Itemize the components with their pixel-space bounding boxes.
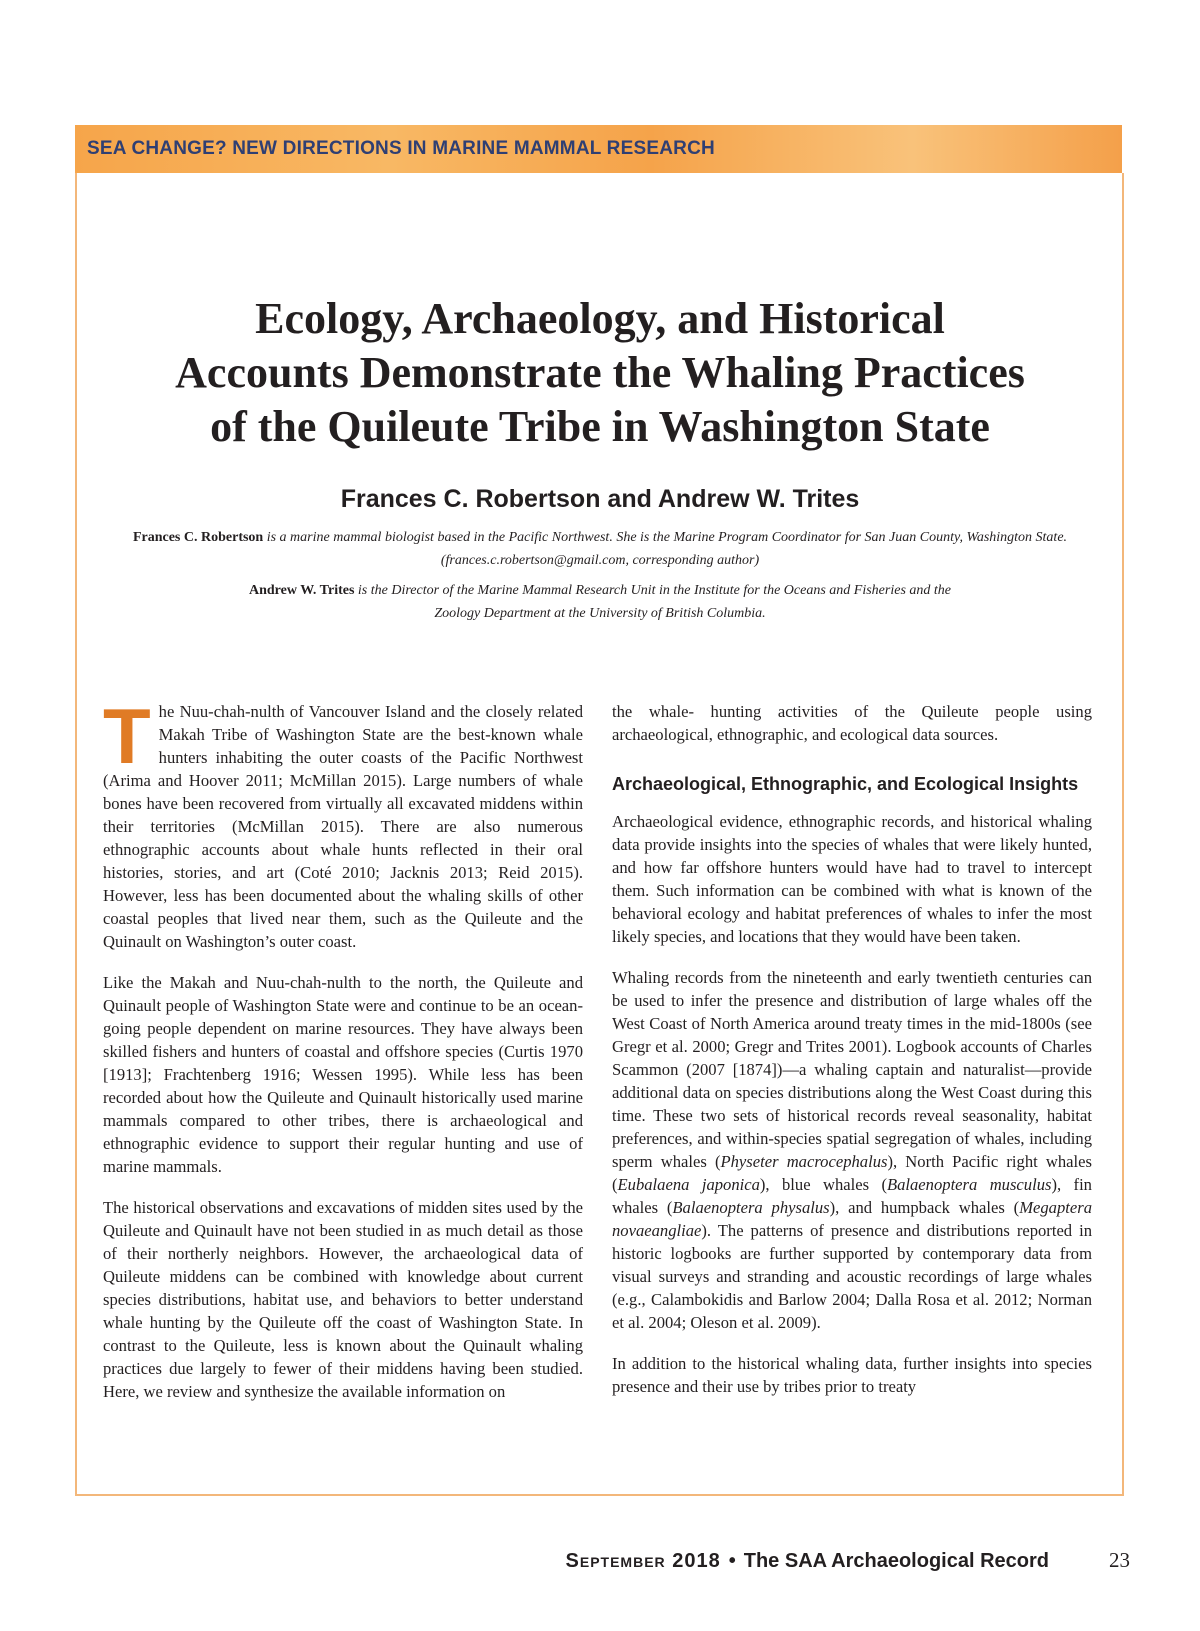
left-paragraph-2: Like the Makah and Nuu-chah-nulth to the north, the Quileute and Quinault people of Washington State were and continue to be an ocean-going people dependent on marine resources. They have always been skilled fishers and hunters of coastal and offshore species (Curtis 1970 [1913]; Frachtenberg 1916; Wessen 1995). While less has been recorded about how the Quileute and Quinault historically used marine mammals compared to other tribes, there is archaeological and ethnographic evidence to support their regular hunting and use of marine mammals.	[103, 973, 583, 1176]
title-line-3: of the Quileute Tribe in Washington State	[210, 402, 990, 451]
bio-name-trites: Andrew W. Trites	[249, 583, 355, 598]
species-sperm-whale: Physeter macrocephalus	[720, 1152, 888, 1171]
section-heading: Archaeological, Ethnographic, and Ecological Insights	[612, 774, 1079, 794]
right-paragraph-2: Archaeological evidence, ethnographic records, and historical whaling data provide insights into the species of whales that were likely hunted, and how far offshore hunters would have had to travel to intercept them. Such information can be combined with what is known of the behavioral ecology and habitat preferences of whales to infer the most likely species, and locations that they would have been taken.	[612, 812, 1092, 946]
p3-text-d: ), fin whales (	[612, 1175, 1092, 1217]
p3-text-f: ). The patterns of presence and distributions reported in historic logbooks are further supported by contemporary data from visual surveys and stranding and acoustic recordings of large whales (e.g., Calambokidis and Barlow 2004; Dalla Rosa et al. 2012; Norman et al. 2004; Oleson et al. 2009).	[612, 1221, 1092, 1332]
left-column	[103, 692, 583, 1421]
page-footer	[566, 1548, 1130, 1573]
left-paragraph-3: The historical observations and excavations of midden sites used by the Quileute and Quinault have not been studied in as much detail as those of their northerly neighbors. However, the archaeological data of Quileute middens can be combined with knowledge about current species distributions, habitat use, and behaviors to better understand whale hunting by the Quileute off the coast of Washington State. In contrast to the Quileute, less is known about the Quinault whaling practices due largely to fewer of their middens having been studied. Here, we review and synthesize the available information on	[103, 1198, 583, 1401]
species-blue-whale: Balaenoptera musculus	[886, 1175, 1052, 1194]
section-banner	[75, 125, 1122, 173]
right-paragraph-4: In addition to the historical whaling data, further insights into species presence and their use by tribes prior to treaty	[612, 1354, 1092, 1396]
title-line-1: Ecology, Archaeology, and Historical	[255, 294, 945, 343]
right-paragraph-1: the whale- hunting activities of the Quileute people using archaeological, ethnographic, and ecological data sources.	[612, 702, 1092, 744]
p3-text-a: Whaling records from the nineteenth and early twentieth centuries can be used to infer the presence and distribution of large whales off the West Coast of North America around treaty times in the mid-1800s (see Gregr et al. 2000; Gregr and Trites 2001). Logbook accounts of Charles Scammon (2007 [1874])—a whaling captain and naturalist—provide additional data on species distributions along the West Coast during this time. These two sets of historical records reveal seasonality, habitat preferences, and within-species spatial segregation of whales, including sperm whales (	[612, 968, 1092, 1171]
bio-text-trites: is the Director of the Marine Mammal Research Unit in the Institute for the Oceans and Fisheries and the Zoology Department at the University of British Columbia.	[354, 583, 951, 621]
author-bio-robertson	[130, 526, 1070, 572]
title-line-2: Accounts Demonstrate the Whaling Practices	[175, 348, 1025, 397]
author-bio-trites	[230, 579, 970, 625]
article-title	[100, 292, 1100, 454]
footer-journal-name: The SAA Archaeological Record	[743, 1550, 1049, 1572]
species-humpback-whale: Megaptera novaeangliae	[612, 1198, 1092, 1240]
species-fin-whale: Balaenoptera physalus	[672, 1198, 830, 1217]
footer-separator: •	[728, 1550, 736, 1572]
section-banner-title: SEA CHANGE? NEW DIRECTIONS IN MARINE MAMMAL RESEARCH	[87, 138, 715, 159]
page-number: 23	[1109, 1548, 1130, 1572]
p3-text-c: ), blue whales (	[759, 1175, 887, 1194]
right-column	[612, 700, 1092, 1416]
left-paragraph-1	[103, 692, 583, 953]
right-paragraph-3	[612, 966, 1092, 1334]
footer-issue-date: September 2018	[565, 1550, 721, 1572]
species-right-whale: Eubalaena japonica	[617, 1175, 760, 1194]
p3-text-b: ), North Pacific right whales (	[612, 1152, 1092, 1194]
bio-text-robertson: is a marine mammal biologist based in the Pacific Northwest. She is the Marine Program Coordinator for San Juan County, Washington State. (frances.c.robertson@gmail.com, corresponding author)	[263, 530, 1068, 568]
p3-text-e: ), and humpback whales (	[829, 1198, 1020, 1217]
bio-name-robertson: Frances C. Robertson	[132, 530, 264, 545]
left-paragraph-1-text: he Nuu-chah-nulth of Vancouver Island and the closely related Makah Tribe of Washington State are the best-known whale hunters inhabiting the outer coasts of the Pacific Northwest (Arima and Hoover 2011; McMillan 2015). Large numbers of whale bones have been recovered from virtually all excavated middens within their territories (McMillan 2015). There are also numerous ethnographic accounts about whale hunts reflected in their oral histories, stories, and art (Coté 2010; Jacknis 2013; Reid 2015). However, less has been documented about the whaling skills of other coastal peoples that lived near them, such as the Quileute and the Quinault on Washington’s outer coast.	[103, 702, 583, 951]
article-authors: Frances C. Robertson and Andrew W. Trites	[340, 485, 860, 513]
drop-cap: T	[103, 692, 151, 780]
